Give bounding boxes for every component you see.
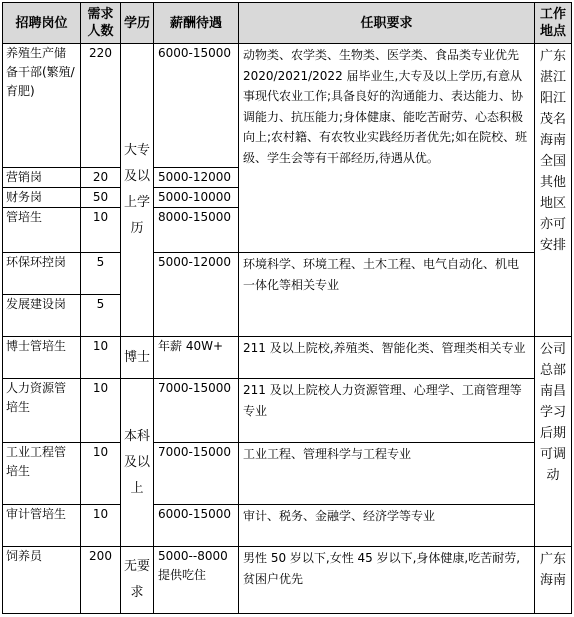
- salary-cell: 6000-15000: [154, 505, 239, 547]
- requirement-cell: 动物类、农学类、生物类、医学类、食品类专业优先 2020/2021/2022 届毕业生,大专及以上学历,有意从事现代农业工作;具备良好的沟通能力、表达能力、协调能力、抗压能力;身体健康、能吃苦耐劳、心态积极向上;农村籍、有农牧业实践经历者优先;如在院校、班级、学生会等有干部经历,待遇从优。: [239, 44, 535, 253]
- position-cell: 营销岗: [3, 168, 81, 188]
- salary-cell: 7000-15000: [154, 379, 239, 443]
- count-cell: 10: [81, 443, 121, 505]
- requirement-cell: 审计、税务、金融学、经济学等专业: [239, 505, 535, 547]
- position-cell: 人力资源管培生: [3, 379, 81, 443]
- header-requirement: 任职要求: [239, 3, 535, 44]
- position-cell: 环保环控岗: [3, 253, 81, 295]
- requirement-cell: 211 及以上院校人力资源管理、心理学、工商管理等专业: [239, 379, 535, 443]
- count-cell: 10: [81, 337, 121, 379]
- location-cell: 广东湛江阳江茂名海南全国其他地区亦可安排: [535, 44, 572, 337]
- position-cell: 博士管培生: [3, 337, 81, 379]
- position-cell: 管培生: [3, 208, 81, 253]
- position-cell: 财务岗: [3, 188, 81, 208]
- salary-cell: 8000-15000: [154, 208, 239, 253]
- location-cell: 广东海南: [535, 547, 572, 614]
- requirement-cell: 211 及以上院校,养殖类、智能化类、管理类相关专业: [239, 337, 535, 379]
- salary-cell: 5000--8000 提供吃住: [154, 547, 239, 614]
- header-salary: 薪酬待遇: [154, 3, 239, 44]
- header-row: [3, 3, 572, 44]
- count-cell: 50: [81, 188, 121, 208]
- count-cell: 10: [81, 379, 121, 443]
- education-cell: 大专及以上学历: [121, 44, 154, 337]
- position-cell: 发展建设岗: [3, 295, 81, 337]
- count-cell: 200: [81, 547, 121, 614]
- count-cell: 20: [81, 168, 121, 188]
- salary-cell: 7000-15000: [154, 443, 239, 505]
- position-cell: 饲养员: [3, 547, 81, 614]
- table-row: [3, 253, 572, 295]
- salary-cell: 5000-10000: [154, 188, 239, 208]
- location-cell: 公司总部南昌学习后期可调动: [535, 337, 572, 547]
- position-cell: 审计管培生: [3, 505, 81, 547]
- header-education: 学历: [121, 3, 154, 44]
- table-row: [3, 547, 572, 614]
- education-cell: 本科及以上: [121, 379, 154, 547]
- table-row: [3, 337, 572, 379]
- position-cell: 工业工程管培生: [3, 443, 81, 505]
- header-location: 工作地点: [535, 3, 572, 44]
- position-cell: 养殖生产储备干部(繁殖/育肥): [3, 44, 81, 168]
- table-row: [3, 379, 572, 443]
- requirement-cell: 男性 50 岁以下,女性 45 岁以下,身体健康,吃苦耐劳,贫困户优先: [239, 547, 535, 614]
- count-cell: 220: [81, 44, 121, 168]
- count-cell: 10: [81, 208, 121, 253]
- salary-cell: 5000-12000: [154, 168, 239, 188]
- count-cell: 5: [81, 295, 121, 337]
- table-row: [3, 443, 572, 505]
- requirement-cell: 环境科学、环境工程、土木工程、电气自动化、机电一体化等相关专业: [239, 253, 535, 337]
- salary-cell: 年薪 40W+: [154, 337, 239, 379]
- salary-cell: 6000-15000: [154, 44, 239, 168]
- table-row: [3, 505, 572, 547]
- table-row: [3, 44, 572, 168]
- count-cell: 10: [81, 505, 121, 547]
- header-count: 需求人数: [81, 3, 121, 44]
- recruitment-table: [2, 2, 572, 614]
- requirement-cell: 工业工程、管理科学与工程专业: [239, 443, 535, 505]
- salary-cell: 5000-12000: [154, 253, 239, 337]
- education-cell: 博士: [121, 337, 154, 379]
- education-cell: 无要求: [121, 547, 154, 614]
- count-cell: 5: [81, 253, 121, 295]
- header-position: 招聘岗位: [3, 3, 81, 44]
